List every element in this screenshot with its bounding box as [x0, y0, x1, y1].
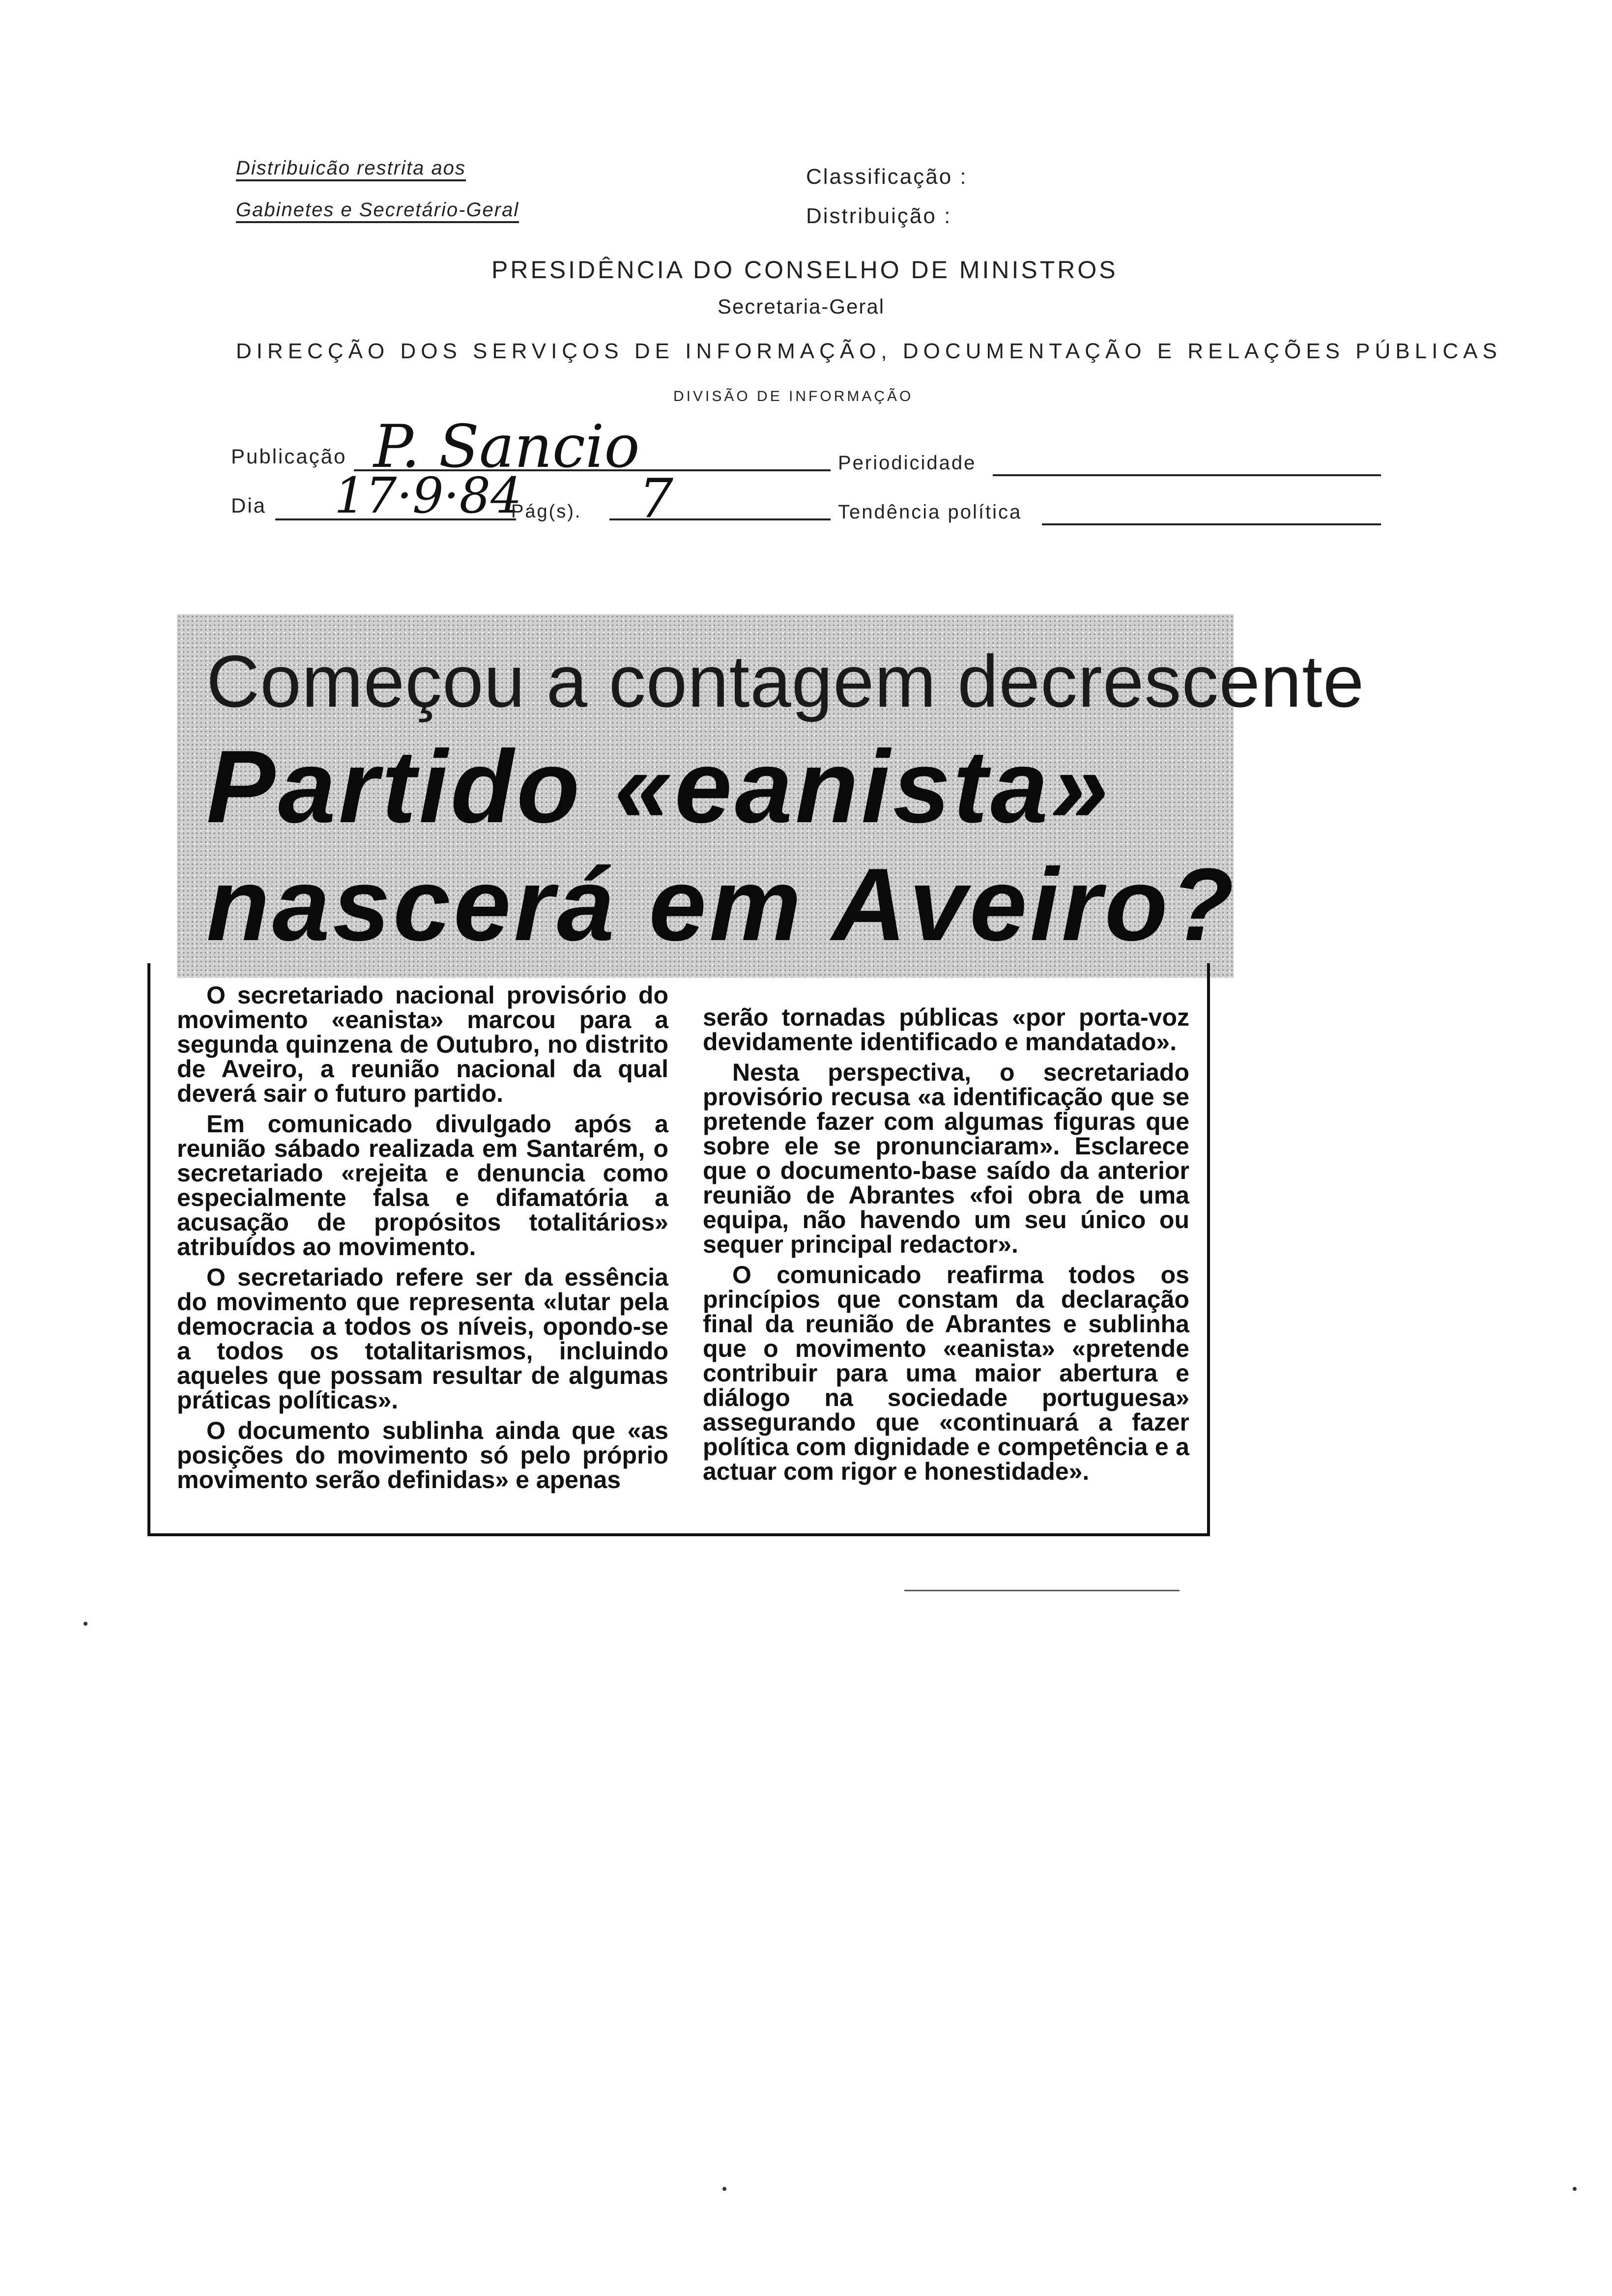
political-tendency-label: Tendência política [838, 501, 1022, 523]
division-title: DIVISÃO DE INFORMAÇÃO [673, 388, 914, 404]
article-column-2 [703, 1005, 1189, 1490]
col2-paragraph: Nesta perspectiva, o secretariado provisório recusa «a identificação que se pretende fazer com algumas figuras que sobre ele se pronunciaram». Esclarece que o documento-base saído da anterior reunião de Abrantes «foi obra de uma equipa, não havendo um seu único ou sequer principal redactor». [703, 1059, 1189, 1258]
headline-line2: nascerá em Aveiro? [206, 847, 1237, 962]
scan-stray-line [904, 1590, 1180, 1591]
restricted-distribution-line2: Gabinetes e Secretário-Geral [236, 199, 519, 223]
day-handwritten: 17·9·84 [334, 467, 522, 524]
col1-paragraph: O documento sublinha ainda que «as posições do movimento só pelo próprio movimento serão definidas» e apenas [177, 1417, 668, 1493]
secretariat-title: Secretaria-Geral [718, 295, 885, 318]
col1-paragraph: O secretariado nacional provisório do movimento «eanista» marcou para a segunda quinzena de Outubro, no distrito de Aveiro, a reunião nacional da qual deverá sair o futuro partido. [177, 981, 668, 1107]
directorate-title: DIRECÇÃO DOS SERVIÇOS DE INFORMAÇÃO, DOCUMENTAÇÃO E RELAÇÕES PÚBLICAS [236, 339, 1502, 363]
restricted-distribution-line1: Distribuicão restrita aos [236, 157, 466, 181]
headline-halftone-area [177, 614, 1365, 978]
scan-speck [84, 1622, 87, 1626]
article-kicker: Começou a contagem decrescente [206, 640, 1365, 722]
pages-handwritten: 7 [639, 467, 673, 530]
col2-paragraph: O comunicado reafirma todos os princípios que constam da declaração final da reunião de Abrantes e sublinha que o movimento «eanista» «pretende contribuir para uma maior abertura e diálogo na sociedade portuguesa» assegurando que «continuará a fazer política com dignidade e competência e a actuar com rigor e honestidade». [703, 1261, 1189, 1485]
col1-paragraph: O secretariado refere ser da essência do movimento que representa «lutar pela democracia a todos os níveis, opondo-se a todos os totalitarismos, incluindo aqueles que possam resultar de algumas práticas políticas». [177, 1263, 668, 1414]
distribution-label: Distribuição : [806, 204, 952, 228]
col2-paragraph: serão tornadas públicas «por porta-voz devidamente identificado e mandatado». [703, 1004, 1189, 1056]
pages-label: Pág(s). [511, 501, 582, 522]
scan-speck [722, 2187, 726, 2191]
scan-speck [1573, 2187, 1577, 2191]
institution-title: PRESIDÊNCIA DO CONSELHO DE MINISTROS [491, 256, 1118, 284]
political-tendency-field-line [1042, 523, 1381, 525]
periodicity-label: Periodicidade [838, 452, 977, 474]
publication-label: Publicação [231, 445, 347, 468]
headline-line1: Partido «eanista» [206, 729, 1112, 844]
article-column-1 [177, 983, 668, 1498]
publication-handwritten: P. Sancio [374, 413, 640, 481]
day-label: Dia [231, 494, 267, 517]
col1-paragraph: Em comunicado divulgado após a reunião sábado realizada em Santarém, o secretariado «rejeita e denuncia como especialmente falsa e difamatória a acusação de propósitos totalitários» atribuídos ao movimento. [177, 1110, 668, 1261]
periodicity-field-line [993, 474, 1381, 476]
classification-label: Classificação : [806, 165, 968, 189]
